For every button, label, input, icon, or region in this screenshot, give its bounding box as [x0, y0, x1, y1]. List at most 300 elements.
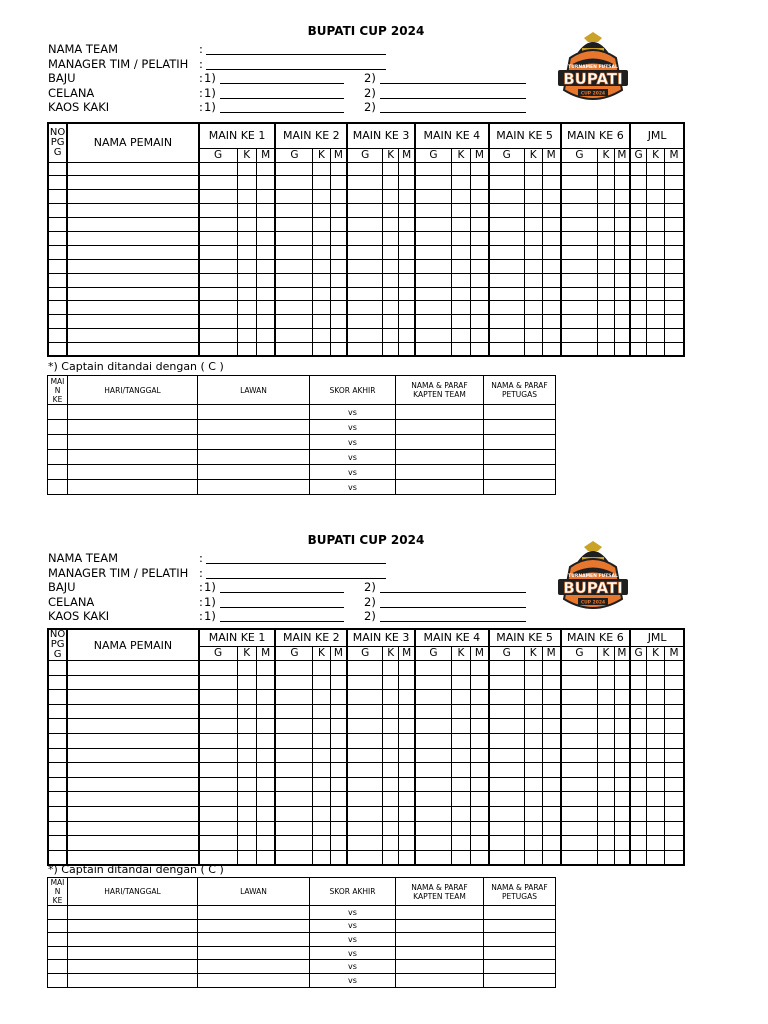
player-cell[interactable] [451, 733, 470, 748]
player-cell[interactable] [451, 763, 470, 778]
player-cell[interactable] [399, 218, 415, 232]
match-cell[interactable] [48, 405, 68, 420]
player-cell[interactable] [489, 675, 524, 690]
match-cell[interactable] [198, 465, 310, 480]
player-cell[interactable] [383, 287, 399, 301]
player-cell[interactable] [451, 176, 470, 190]
player-cell[interactable] [275, 273, 312, 287]
player-cell[interactable] [256, 204, 275, 218]
player-cell[interactable] [542, 850, 560, 865]
blank-line[interactable] [220, 609, 344, 622]
match-cell[interactable] [48, 420, 68, 435]
player-cell[interactable] [347, 661, 382, 676]
player-cell[interactable] [399, 343, 415, 357]
match-cell[interactable] [484, 420, 556, 435]
player-cell[interactable] [48, 763, 67, 778]
player-cell[interactable] [471, 719, 489, 734]
player-cell[interactable] [48, 777, 67, 792]
player-cell[interactable] [237, 273, 256, 287]
player-cell[interactable] [598, 733, 614, 748]
player-cell[interactable] [646, 806, 664, 821]
player-cell[interactable] [542, 301, 560, 315]
player-cell[interactable] [598, 661, 614, 676]
player-cell[interactable] [451, 777, 470, 792]
player-cell[interactable] [275, 704, 312, 719]
match-cell[interactable] [68, 405, 198, 420]
player-cell[interactable] [524, 273, 542, 287]
player-cell[interactable] [451, 259, 470, 273]
player-cell[interactable] [48, 245, 67, 259]
player-cell[interactable] [415, 218, 451, 232]
player-cell[interactable] [646, 836, 664, 851]
player-cell[interactable] [598, 806, 614, 821]
player-cell[interactable] [237, 792, 256, 807]
player-cell[interactable] [524, 748, 542, 763]
player-cell[interactable] [275, 315, 312, 329]
score-cell[interactable]: vs [310, 946, 396, 960]
player-cell[interactable] [313, 301, 330, 315]
player-cell[interactable] [399, 204, 415, 218]
player-cell[interactable] [399, 777, 415, 792]
player-cell[interactable] [451, 675, 470, 690]
player-cell[interactable] [561, 806, 598, 821]
player-cell[interactable] [275, 690, 312, 705]
player-cell[interactable] [199, 287, 237, 301]
player-cell[interactable] [347, 329, 382, 343]
player-cell[interactable] [415, 690, 451, 705]
player-cell[interactable] [598, 748, 614, 763]
player-cell[interactable] [383, 259, 399, 273]
match-cell[interactable] [68, 480, 198, 495]
player-cell[interactable] [614, 301, 630, 315]
player-cell[interactable] [48, 190, 67, 204]
player-cell[interactable] [614, 162, 630, 176]
player-cell[interactable] [313, 176, 330, 190]
player-cell[interactable] [399, 287, 415, 301]
player-cell[interactable] [489, 748, 524, 763]
player-cell[interactable] [598, 704, 614, 719]
player-cell[interactable] [48, 675, 67, 690]
player-cell[interactable] [665, 190, 684, 204]
player-cell[interactable] [67, 690, 198, 705]
player-cell[interactable] [489, 231, 524, 245]
player-cell[interactable] [614, 204, 630, 218]
player-cell[interactable] [451, 162, 470, 176]
blank-line[interactable] [220, 595, 344, 608]
player-cell[interactable] [313, 675, 330, 690]
player-cell[interactable] [237, 806, 256, 821]
player-cell[interactable] [383, 675, 399, 690]
player-cell[interactable] [524, 176, 542, 190]
player-cell[interactable] [256, 162, 275, 176]
player-cell[interactable] [451, 287, 470, 301]
player-cell[interactable] [598, 343, 614, 357]
player-cell[interactable] [524, 218, 542, 232]
match-cell[interactable] [68, 465, 198, 480]
player-cell[interactable] [256, 273, 275, 287]
player-cell[interactable] [451, 850, 470, 865]
player-cell[interactable] [471, 836, 489, 851]
player-cell[interactable] [598, 792, 614, 807]
player-cell[interactable] [399, 806, 415, 821]
player-cell[interactable] [415, 176, 451, 190]
player-cell[interactable] [67, 806, 198, 821]
player-cell[interactable] [471, 315, 489, 329]
match-cell[interactable] [48, 933, 68, 947]
player-cell[interactable] [614, 836, 630, 851]
player-cell[interactable] [237, 343, 256, 357]
player-cell[interactable] [630, 162, 646, 176]
player-cell[interactable] [313, 329, 330, 343]
player-cell[interactable] [646, 792, 664, 807]
player-cell[interactable] [630, 204, 646, 218]
player-cell[interactable] [48, 704, 67, 719]
player-cell[interactable] [399, 704, 415, 719]
player-cell[interactable] [237, 245, 256, 259]
player-cell[interactable] [614, 777, 630, 792]
player-cell[interactable] [48, 218, 67, 232]
player-cell[interactable] [489, 259, 524, 273]
player-cell[interactable] [330, 836, 347, 851]
player-cell[interactable] [383, 806, 399, 821]
player-cell[interactable] [630, 315, 646, 329]
player-cell[interactable] [237, 690, 256, 705]
player-cell[interactable] [471, 162, 489, 176]
player-cell[interactable] [415, 763, 451, 778]
player-cell[interactable] [399, 675, 415, 690]
player-cell[interactable] [199, 204, 237, 218]
player-cell[interactable] [313, 287, 330, 301]
player-cell[interactable] [451, 806, 470, 821]
player-cell[interactable] [415, 204, 451, 218]
player-cell[interactable] [561, 661, 598, 676]
player-cell[interactable] [256, 190, 275, 204]
player-cell[interactable] [313, 704, 330, 719]
player-cell[interactable] [347, 259, 382, 273]
player-cell[interactable] [542, 733, 560, 748]
player-cell[interactable] [67, 821, 198, 836]
player-cell[interactable] [199, 661, 237, 676]
player-cell[interactable] [275, 836, 312, 851]
player-cell[interactable] [614, 231, 630, 245]
player-cell[interactable] [48, 329, 67, 343]
player-cell[interactable] [561, 190, 598, 204]
player-cell[interactable] [524, 850, 542, 865]
player-cell[interactable] [471, 850, 489, 865]
player-cell[interactable] [561, 748, 598, 763]
player-cell[interactable] [399, 661, 415, 676]
player-cell[interactable] [561, 777, 598, 792]
player-cell[interactable] [237, 301, 256, 315]
player-cell[interactable] [471, 204, 489, 218]
match-cell[interactable] [484, 973, 556, 987]
player-cell[interactable] [489, 836, 524, 851]
player-cell[interactable] [524, 719, 542, 734]
player-cell[interactable] [330, 315, 347, 329]
player-cell[interactable] [199, 763, 237, 778]
player-cell[interactable] [415, 343, 451, 357]
player-cell[interactable] [415, 719, 451, 734]
player-cell[interactable] [415, 733, 451, 748]
player-cell[interactable] [199, 218, 237, 232]
player-cell[interactable] [67, 204, 198, 218]
player-cell[interactable] [256, 763, 275, 778]
match-cell[interactable] [484, 465, 556, 480]
player-cell[interactable] [347, 733, 382, 748]
player-cell[interactable] [614, 748, 630, 763]
player-cell[interactable] [313, 231, 330, 245]
player-cell[interactable] [665, 162, 684, 176]
score-cell[interactable]: vs [310, 465, 396, 480]
player-cell[interactable] [383, 704, 399, 719]
player-cell[interactable] [665, 821, 684, 836]
player-cell[interactable] [665, 836, 684, 851]
player-cell[interactable] [542, 245, 560, 259]
player-cell[interactable] [489, 704, 524, 719]
player-cell[interactable] [415, 231, 451, 245]
player-cell[interactable] [67, 792, 198, 807]
player-cell[interactable] [383, 777, 399, 792]
player-cell[interactable] [524, 777, 542, 792]
match-cell[interactable] [396, 960, 484, 974]
player-cell[interactable] [614, 792, 630, 807]
player-cell[interactable] [415, 190, 451, 204]
match-cell[interactable] [198, 420, 310, 435]
player-cell[interactable] [256, 231, 275, 245]
player-cell[interactable] [383, 690, 399, 705]
player-cell[interactable] [646, 763, 664, 778]
player-cell[interactable] [48, 733, 67, 748]
match-cell[interactable] [484, 946, 556, 960]
player-cell[interactable] [237, 329, 256, 343]
player-cell[interactable] [313, 204, 330, 218]
player-cell[interactable] [237, 315, 256, 329]
player-cell[interactable] [542, 690, 560, 705]
match-cell[interactable] [68, 906, 198, 920]
player-cell[interactable] [646, 748, 664, 763]
player-cell[interactable] [451, 273, 470, 287]
player-cell[interactable] [489, 850, 524, 865]
player-cell[interactable] [330, 792, 347, 807]
player-cell[interactable] [415, 661, 451, 676]
player-cell[interactable] [383, 343, 399, 357]
player-cell[interactable] [630, 245, 646, 259]
player-cell[interactable] [489, 763, 524, 778]
player-cell[interactable] [598, 329, 614, 343]
player-cell[interactable] [542, 661, 560, 676]
player-cell[interactable] [237, 719, 256, 734]
player-cell[interactable] [256, 245, 275, 259]
player-cell[interactable] [330, 821, 347, 836]
player-cell[interactable] [561, 836, 598, 851]
player-cell[interactable] [399, 733, 415, 748]
blank-line[interactable] [380, 71, 526, 84]
match-cell[interactable] [48, 465, 68, 480]
player-cell[interactable] [489, 777, 524, 792]
player-cell[interactable] [646, 162, 664, 176]
player-cell[interactable] [665, 777, 684, 792]
player-cell[interactable] [383, 231, 399, 245]
player-cell[interactable] [630, 733, 646, 748]
player-cell[interactable] [471, 273, 489, 287]
player-cell[interactable] [524, 836, 542, 851]
player-cell[interactable] [614, 719, 630, 734]
player-cell[interactable] [561, 176, 598, 190]
player-cell[interactable] [451, 301, 470, 315]
player-cell[interactable] [665, 792, 684, 807]
player-cell[interactable] [313, 690, 330, 705]
player-cell[interactable] [471, 301, 489, 315]
player-cell[interactable] [646, 343, 664, 357]
player-cell[interactable] [256, 301, 275, 315]
player-cell[interactable] [313, 806, 330, 821]
player-cell[interactable] [347, 343, 382, 357]
player-cell[interactable] [67, 704, 198, 719]
player-cell[interactable] [313, 245, 330, 259]
player-cell[interactable] [561, 273, 598, 287]
player-cell[interactable] [630, 218, 646, 232]
player-cell[interactable] [237, 162, 256, 176]
blank-line[interactable] [380, 595, 526, 608]
player-cell[interactable] [665, 315, 684, 329]
player-cell[interactable] [48, 176, 67, 190]
match-cell[interactable] [198, 919, 310, 933]
player-cell[interactable] [646, 315, 664, 329]
match-cell[interactable] [48, 946, 68, 960]
player-cell[interactable] [630, 748, 646, 763]
player-cell[interactable] [67, 733, 198, 748]
player-cell[interactable] [471, 176, 489, 190]
player-cell[interactable] [598, 719, 614, 734]
player-cell[interactable] [330, 287, 347, 301]
player-cell[interactable] [199, 704, 237, 719]
player-cell[interactable] [630, 850, 646, 865]
player-cell[interactable] [630, 287, 646, 301]
player-cell[interactable] [199, 748, 237, 763]
player-cell[interactable] [542, 763, 560, 778]
match-cell[interactable] [68, 933, 198, 947]
player-cell[interactable] [561, 162, 598, 176]
player-cell[interactable] [614, 190, 630, 204]
player-cell[interactable] [542, 287, 560, 301]
player-cell[interactable] [471, 777, 489, 792]
blank-line[interactable] [220, 86, 344, 99]
player-cell[interactable] [542, 176, 560, 190]
player-cell[interactable] [347, 301, 382, 315]
player-cell[interactable] [67, 777, 198, 792]
player-cell[interactable] [67, 190, 198, 204]
player-cell[interactable] [347, 190, 382, 204]
player-cell[interactable] [451, 690, 470, 705]
player-cell[interactable] [256, 675, 275, 690]
player-cell[interactable] [471, 190, 489, 204]
player-cell[interactable] [542, 719, 560, 734]
player-cell[interactable] [542, 162, 560, 176]
player-cell[interactable] [275, 763, 312, 778]
player-cell[interactable] [630, 273, 646, 287]
player-cell[interactable] [471, 690, 489, 705]
player-cell[interactable] [646, 259, 664, 273]
player-cell[interactable] [199, 329, 237, 343]
player-cell[interactable] [489, 821, 524, 836]
match-cell[interactable] [198, 450, 310, 465]
player-cell[interactable] [48, 821, 67, 836]
player-cell[interactable] [67, 218, 198, 232]
player-cell[interactable] [451, 661, 470, 676]
player-cell[interactable] [630, 301, 646, 315]
player-cell[interactable] [630, 661, 646, 676]
blank-line[interactable] [206, 551, 386, 564]
player-cell[interactable] [415, 821, 451, 836]
player-cell[interactable] [665, 733, 684, 748]
player-cell[interactable] [48, 806, 67, 821]
player-cell[interactable] [383, 661, 399, 676]
player-cell[interactable] [542, 821, 560, 836]
player-cell[interactable] [399, 273, 415, 287]
player-cell[interactable] [330, 748, 347, 763]
match-cell[interactable] [68, 435, 198, 450]
player-cell[interactable] [399, 719, 415, 734]
player-cell[interactable] [347, 176, 382, 190]
score-cell[interactable]: vs [310, 420, 396, 435]
player-cell[interactable] [347, 245, 382, 259]
player-cell[interactable] [256, 719, 275, 734]
player-cell[interactable] [561, 675, 598, 690]
player-cell[interactable] [347, 719, 382, 734]
player-cell[interactable] [542, 204, 560, 218]
player-cell[interactable] [471, 821, 489, 836]
player-cell[interactable] [646, 190, 664, 204]
player-cell[interactable] [489, 792, 524, 807]
player-cell[interactable] [524, 733, 542, 748]
match-cell[interactable] [198, 946, 310, 960]
player-cell[interactable] [524, 675, 542, 690]
player-cell[interactable] [451, 821, 470, 836]
player-cell[interactable] [524, 821, 542, 836]
player-cell[interactable] [451, 748, 470, 763]
player-cell[interactable] [275, 176, 312, 190]
player-cell[interactable] [199, 821, 237, 836]
player-cell[interactable] [542, 343, 560, 357]
player-cell[interactable] [614, 806, 630, 821]
player-cell[interactable] [665, 763, 684, 778]
player-cell[interactable] [313, 661, 330, 676]
score-cell[interactable]: vs [310, 919, 396, 933]
match-cell[interactable] [198, 906, 310, 920]
player-cell[interactable] [646, 218, 664, 232]
player-cell[interactable] [524, 190, 542, 204]
player-cell[interactable] [524, 315, 542, 329]
score-cell[interactable]: vs [310, 450, 396, 465]
player-cell[interactable] [67, 748, 198, 763]
match-cell[interactable] [48, 480, 68, 495]
match-cell[interactable] [396, 973, 484, 987]
player-cell[interactable] [561, 850, 598, 865]
player-cell[interactable] [665, 329, 684, 343]
match-cell[interactable] [396, 405, 484, 420]
player-cell[interactable] [451, 315, 470, 329]
player-cell[interactable] [313, 748, 330, 763]
player-cell[interactable] [646, 273, 664, 287]
player-cell[interactable] [275, 343, 312, 357]
player-cell[interactable] [646, 777, 664, 792]
player-cell[interactable] [399, 301, 415, 315]
player-cell[interactable] [598, 301, 614, 315]
player-cell[interactable] [330, 719, 347, 734]
player-cell[interactable] [330, 329, 347, 343]
player-cell[interactable] [665, 719, 684, 734]
player-cell[interactable] [489, 733, 524, 748]
